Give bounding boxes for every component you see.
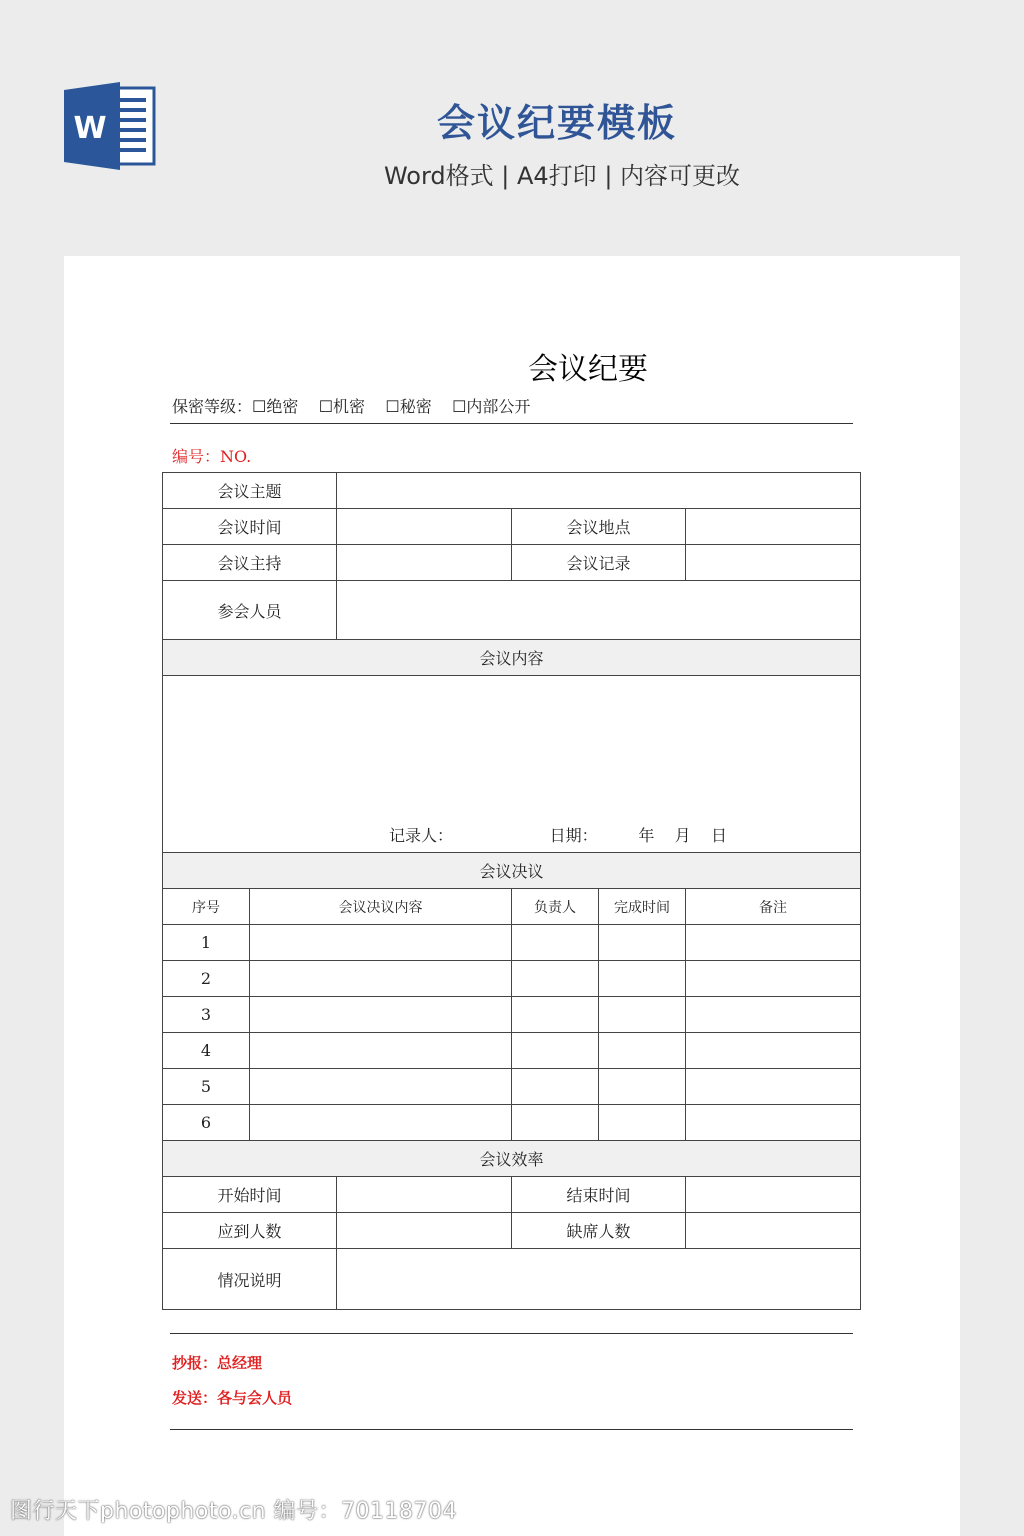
owner-cell[interactable] xyxy=(512,961,599,997)
resolution-content-cell[interactable] xyxy=(250,1033,512,1069)
topic-label: 会议主题 xyxy=(163,473,337,509)
end-time-label: 结束时间 xyxy=(512,1177,686,1213)
watermark: 图行天下photophoto.cn 编号：70118704 xyxy=(10,1499,458,1524)
deadline-cell[interactable] xyxy=(599,1069,686,1105)
meeting-minutes-table xyxy=(162,472,861,1310)
deadline-cell[interactable] xyxy=(599,961,686,997)
resolution-header-deadline: 完成时间 xyxy=(599,889,686,925)
divider xyxy=(170,423,853,424)
owner-cell[interactable] xyxy=(512,1033,599,1069)
table-row xyxy=(163,1069,861,1105)
resolution-header-content: 会议决议内容 xyxy=(250,889,512,925)
owner-cell[interactable] xyxy=(512,925,599,961)
owner-cell[interactable] xyxy=(512,997,599,1033)
time-field[interactable] xyxy=(337,509,512,545)
svg-text:W: W xyxy=(73,111,107,146)
row-index: 5 xyxy=(163,1069,250,1105)
time-label: 会议时间 xyxy=(163,509,337,545)
deadline-cell[interactable] xyxy=(599,925,686,961)
remarks-cell[interactable] xyxy=(686,1105,861,1141)
notes-label: 情况说明 xyxy=(163,1249,337,1310)
cc-line: 抄报：总经理 xyxy=(172,1354,263,1372)
host-label: 会议主持 xyxy=(163,545,337,581)
resolution-content-cell[interactable] xyxy=(250,925,512,961)
host-field[interactable] xyxy=(337,545,512,581)
resolution-content-cell[interactable] xyxy=(250,1069,512,1105)
row-index: 6 xyxy=(163,1105,250,1141)
divider xyxy=(170,1429,853,1430)
recorder-date-line: 记录人： 日期： 年 月 日 xyxy=(389,826,728,845)
row-index: 3 xyxy=(163,997,250,1033)
resolution-content-cell[interactable] xyxy=(250,997,512,1033)
remarks-cell[interactable] xyxy=(686,961,861,997)
resolution-header-index: 序号 xyxy=(163,889,250,925)
resolution-content-cell[interactable] xyxy=(250,1105,512,1141)
deadline-cell[interactable] xyxy=(599,1105,686,1141)
place-field[interactable] xyxy=(686,509,861,545)
remarks-cell[interactable] xyxy=(686,997,861,1033)
absent-count-label: 缺席人数 xyxy=(512,1213,686,1249)
row-index: 2 xyxy=(163,961,250,997)
remarks-cell[interactable] xyxy=(686,925,861,961)
table-row xyxy=(163,997,861,1033)
resolution-header-owner: 负责人 xyxy=(512,889,599,925)
deadline-cell[interactable] xyxy=(599,997,686,1033)
row-index: 4 xyxy=(163,1033,250,1069)
resolution-header-remarks: 备注 xyxy=(686,889,861,925)
attendees-field[interactable] xyxy=(337,581,861,640)
secrecy-level-options[interactable]: 保密等级：☐绝密 ☐机密 ☐秘密 ☐内部公开 xyxy=(172,397,531,416)
content-section-header: 会议内容 xyxy=(163,640,861,676)
expected-count-field[interactable] xyxy=(337,1213,512,1249)
owner-cell[interactable] xyxy=(512,1069,599,1105)
send-line: 发送：各与会人员 xyxy=(172,1389,293,1407)
topic-field[interactable] xyxy=(337,473,861,509)
remarks-cell[interactable] xyxy=(686,1033,861,1069)
table-row xyxy=(163,925,861,961)
absent-count-field[interactable] xyxy=(686,1213,861,1249)
notes-field[interactable] xyxy=(337,1249,861,1310)
place-label: 会议地点 xyxy=(512,509,686,545)
document-title: 会议纪要 xyxy=(528,352,648,387)
table-row xyxy=(163,961,861,997)
deadline-cell[interactable] xyxy=(599,1033,686,1069)
table-row xyxy=(163,1105,861,1141)
owner-cell[interactable] xyxy=(512,1105,599,1141)
content-field[interactable] xyxy=(163,676,861,853)
recorder-field[interactable] xyxy=(686,545,861,581)
end-time-field[interactable] xyxy=(686,1177,861,1213)
start-time-label: 开始时间 xyxy=(163,1177,337,1213)
remarks-cell[interactable] xyxy=(686,1069,861,1105)
table-row xyxy=(163,1033,861,1069)
resolution-content-cell[interactable] xyxy=(250,961,512,997)
row-index: 1 xyxy=(163,925,250,961)
divider xyxy=(170,1333,853,1334)
page-title: 会议纪要模板 xyxy=(436,101,677,145)
page-subtitle: Word格式 | A4打印 | 内容可更改 xyxy=(383,162,741,190)
efficiency-section-header: 会议效率 xyxy=(163,1141,861,1177)
start-time-field[interactable] xyxy=(337,1177,512,1213)
attendees-label: 参会人员 xyxy=(163,581,337,640)
document-page xyxy=(64,256,960,1536)
resolution-section-header: 会议决议 xyxy=(163,853,861,889)
serial-number: 编号：NO. xyxy=(172,447,252,466)
expected-count-label: 应到人数 xyxy=(163,1213,337,1249)
recorder-label: 会议记录 xyxy=(512,545,686,581)
